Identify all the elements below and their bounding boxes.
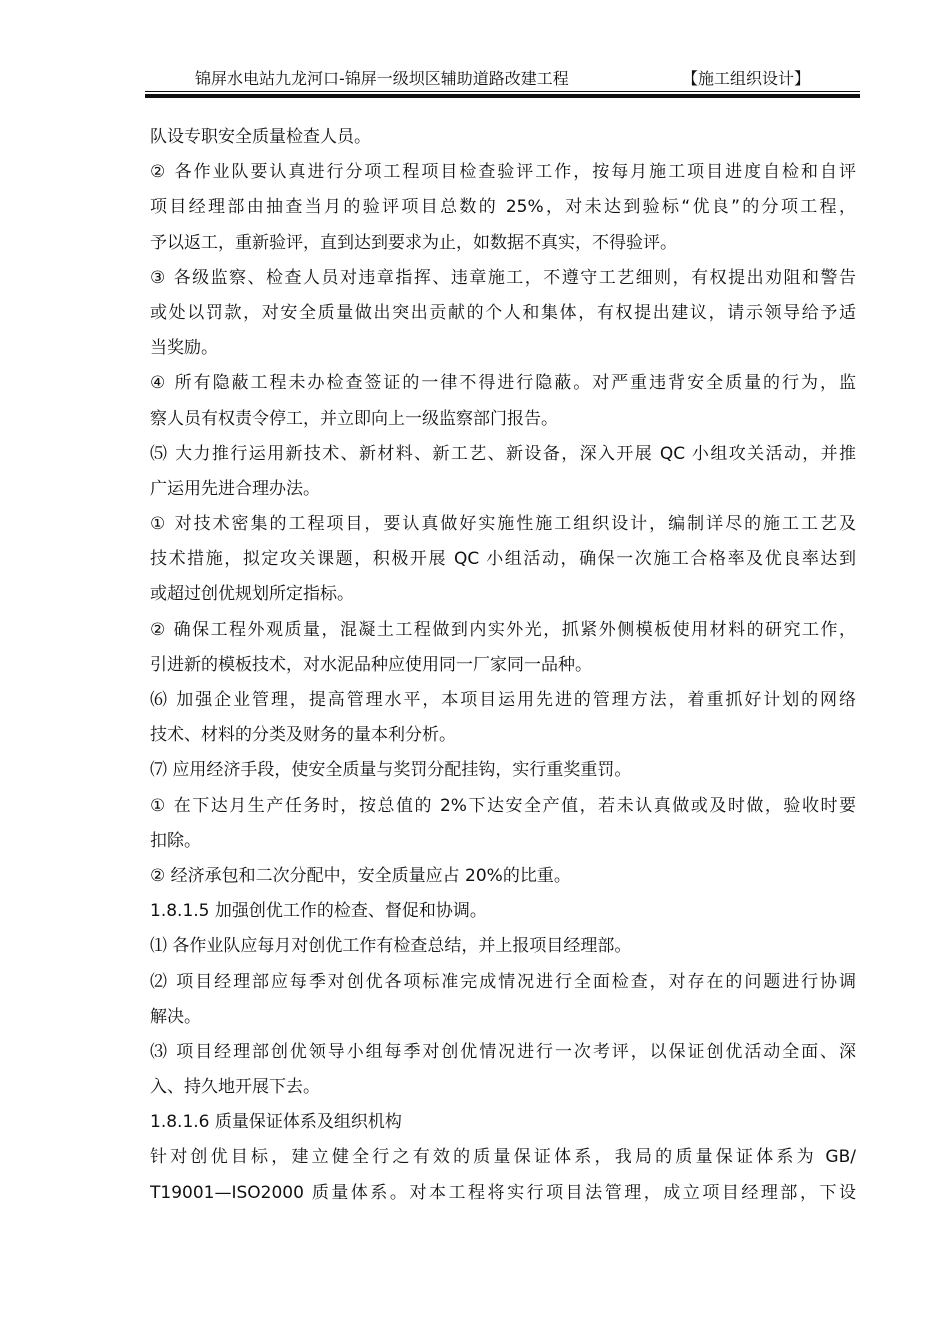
text-line: ⑴ 各作业队应每月对创优工作有检查总结，并上报项目经理部。 — [150, 936, 632, 957]
text-line: 当奖励。 — [150, 338, 218, 359]
text-line: ⑹ 加强企业管理，提高管理水平，本项目运用先进的管理方法，着重抓好计划的网络 — [150, 690, 856, 710]
text-line: ⑶ 项目经理部创优领导小组每季对创优情况进行一次考评，以保证创优活动全面、深 — [150, 1041, 856, 1062]
text-line: 技术措施，拟定攻关课题，积极开展 QC 小组活动，确保一次施工合格率及优良率达到 — [150, 549, 856, 570]
header-rule-thin — [145, 91, 860, 92]
text-line: 技术、材料的分类及财务的量本利分析。 — [150, 725, 456, 746]
text-line: 广运用先进合理办法。 — [150, 478, 320, 499]
text-line: 队设专职安全质量检查人员。 — [150, 127, 371, 147]
text-line: ④ 所有隐蔽工程未办检查签证的一律不得进行隐蔽。对严重违背安全质量的行为，监 — [150, 373, 856, 394]
text-line: 予以返工，重新验评，直到达到要求为止，如数据不真实，不得验评。 — [150, 232, 677, 253]
text-line: 针对创优目标，建立健全行之有效的质量保证体系，我局的质量保证体系为 GB/ — [150, 1147, 856, 1168]
text-line: ② 各作业队要认真进行分项工程项目检查验评工作，按每月施工项目进度自检和自评 — [150, 162, 856, 183]
text-line: 1.8.1.6 质量保证体系及组织机构 — [150, 1112, 402, 1133]
text-line: 1.8.1.5 加强创优工作的检查、督促和协调。 — [150, 901, 487, 922]
text-line: ⑸ 大力推行运用新技术、新材料、新工艺、新设备，深入开展 QC 小组攻关活动，并推 — [150, 443, 856, 464]
text-line: ① 在下达月生产任务时，按总值的 2%下达安全产值，若未认真做或及时做，验收时要 — [150, 795, 856, 816]
header-project-title: 锦屏水电站九龙河口-锦屏一级坝区辅助道路改建工程 — [195, 69, 569, 88]
text-line: 解决。 — [150, 1006, 201, 1027]
text-line: ① 对技术密集的工程项目，要认真做好实施性施工组织设计，编制详尽的施工工艺及 — [150, 514, 856, 535]
text-line: ② 确保工程外观质量，混凝土工程做到内实外光，抓紧外侧模板使用材料的研究工作， — [150, 619, 856, 640]
text-line: ⑵ 项目经理部应每季对创优各项标准完成情况进行全面检查，对存在的问题进行协调 — [150, 971, 856, 992]
text-line: 入、持久地开展下去。 — [150, 1077, 320, 1098]
text-line: ⑺ 应用经济手段，使安全质量与奖罚分配挂钩，实行重奖重罚。 — [150, 760, 632, 781]
text-line: 引进新的模板技术，对水泥品种应使用同一厂家同一品种。 — [150, 654, 592, 675]
body-text — [150, 120, 856, 1211]
text-line: 或超过创优规划所定指标。 — [150, 584, 354, 605]
text-line: 或处以罚款，对安全质量做出突出贡献的个人和集体，有权提出建议，请示领导给予适 — [150, 302, 856, 323]
text-line: 项目经理部由抽查当月的验评项目总数的 25%，对未达到验标“优良”的分项工程， — [150, 197, 856, 218]
header-rule-thick — [145, 94, 860, 98]
text-line: ③ 各级监察、检查人员对违章指挥、违章施工，不遵守工艺细则，有权提出劝阻和警告 — [150, 267, 856, 288]
page-header — [145, 68, 860, 90]
text-line: ② 经济承包和二次分配中，安全质量应占 20%的比重。 — [150, 865, 571, 886]
header-document-type: 【施工组织设计】 — [681, 69, 810, 88]
text-line: 扣除。 — [150, 830, 201, 851]
text-line: 察人员有权责令停工，并立即向上一级监察部门报告。 — [150, 408, 558, 429]
text-line: T19001—ISO2000 质量体系。对本工程将实行项目法管理，成立项目经理部，下设 — [150, 1182, 856, 1203]
